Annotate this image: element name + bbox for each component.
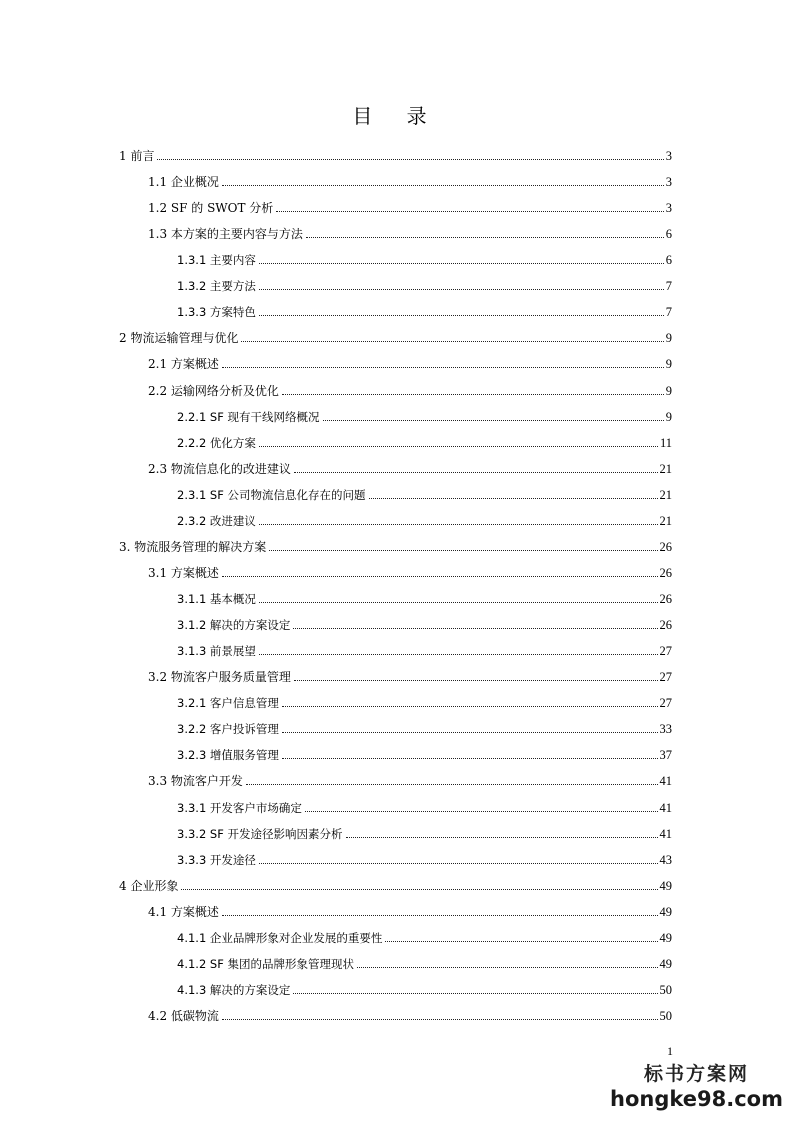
toc-dot-leader bbox=[259, 446, 658, 447]
toc-entry-label: 1.3 本方案的主要内容与方法 bbox=[148, 227, 303, 241]
toc-entry[interactable] bbox=[148, 453, 672, 477]
toc-entry-label: 1.3.2 主要方法 bbox=[177, 279, 256, 293]
page-title: 目 录 bbox=[352, 104, 441, 128]
toc-dot-leader bbox=[241, 341, 663, 342]
toc-entry-label: 1.3.1 主要内容 bbox=[177, 253, 256, 267]
toc-entry[interactable] bbox=[177, 401, 672, 425]
toc-dot-leader bbox=[293, 993, 657, 994]
toc-dot-leader bbox=[282, 394, 664, 395]
toc-entry-page: 41 bbox=[659, 801, 672, 815]
toc-dot-leader bbox=[294, 472, 658, 473]
toc-entry-page: 26 bbox=[659, 618, 672, 632]
toc-entry[interactable] bbox=[177, 583, 672, 607]
watermark-site-name: 标书方案网 bbox=[643, 1063, 749, 1085]
toc-dot-leader bbox=[259, 263, 664, 264]
toc-dot-leader bbox=[259, 315, 664, 316]
toc-entry[interactable] bbox=[177, 922, 672, 946]
toc-entry-page: 9 bbox=[665, 384, 672, 398]
toc-entry-label: 3.1 方案概述 bbox=[148, 566, 219, 580]
toc-entry-label: 3.3.2 SF 开发途径影响因素分析 bbox=[177, 827, 343, 841]
toc-entry-page: 41 bbox=[659, 774, 672, 788]
toc-entry[interactable] bbox=[177, 792, 672, 816]
toc-entry-label: 2.3.2 改进建议 bbox=[177, 514, 256, 528]
toc-dot-leader bbox=[259, 289, 664, 290]
toc-dot-leader bbox=[282, 706, 658, 707]
toc-entry-label: 1 前言 bbox=[119, 149, 155, 163]
toc-dot-leader bbox=[323, 420, 664, 421]
toc-dot-leader bbox=[369, 498, 658, 499]
toc-entry-page: 9 bbox=[665, 357, 672, 371]
toc-entry[interactable] bbox=[148, 661, 672, 685]
toc-entry-page: 37 bbox=[659, 748, 672, 762]
page-number: 1 bbox=[667, 1044, 673, 1058]
toc-dot-leader bbox=[222, 576, 658, 577]
toc-entry-page: 7 bbox=[665, 279, 672, 293]
toc-dot-leader bbox=[269, 550, 657, 551]
toc-entry-page: 27 bbox=[659, 644, 672, 658]
toc-entry-label: 4.1 方案概述 bbox=[148, 905, 219, 919]
toc-entry[interactable] bbox=[148, 166, 672, 190]
toc-entry-page: 3 bbox=[665, 175, 672, 189]
toc-entry-page: 50 bbox=[659, 983, 672, 997]
toc-entry-page: 9 bbox=[665, 331, 672, 345]
toc-entry-label: 4.2 低碳物流 bbox=[148, 1009, 219, 1023]
toc-entry-label: 4 企业形象 bbox=[119, 879, 179, 893]
toc-entry[interactable] bbox=[148, 1000, 672, 1024]
toc-entry-page: 41 bbox=[659, 827, 672, 841]
toc-dot-leader bbox=[259, 524, 658, 525]
toc-entry[interactable] bbox=[119, 531, 672, 555]
toc-entry[interactable] bbox=[177, 844, 672, 868]
toc-entry-page: 43 bbox=[659, 853, 672, 867]
toc-entry-page: 9 bbox=[665, 410, 672, 424]
toc-dot-leader bbox=[294, 680, 658, 681]
watermark-url: hongke98.com bbox=[610, 1087, 783, 1111]
toc-entry-label: 3.1.3 前景展望 bbox=[177, 644, 256, 658]
toc-entry-page: 49 bbox=[659, 905, 672, 919]
toc-entry-page: 27 bbox=[659, 670, 672, 684]
toc-entry[interactable] bbox=[119, 322, 672, 346]
toc-entry-label: 3.3.3 开发途径 bbox=[177, 853, 256, 867]
toc-entry-label: 4.1.3 解决的方案设定 bbox=[177, 983, 291, 997]
toc-entry[interactable] bbox=[119, 140, 672, 164]
toc-entry-page: 33 bbox=[659, 722, 672, 736]
toc-entry-label: 2 物流运输管理与优化 bbox=[119, 331, 239, 345]
toc-dot-leader bbox=[305, 811, 658, 812]
toc-entry-label: 2.2.1 SF 现有干线网络概况 bbox=[177, 410, 320, 424]
toc-entry-label: 2.2.2 优化方案 bbox=[177, 436, 256, 450]
toc-dot-leader bbox=[222, 1019, 658, 1020]
toc-entry-label: 2.3.1 SF 公司物流信息化存在的问题 bbox=[177, 488, 366, 502]
toc-entry-label: 3. 物流服务管理的解决方案 bbox=[119, 540, 267, 554]
toc-entry-label: 3.2 物流客户服务质量管理 bbox=[148, 670, 291, 684]
toc-dot-leader bbox=[222, 367, 664, 368]
toc-entry-page: 3 bbox=[665, 149, 672, 163]
toc-entry[interactable] bbox=[148, 896, 672, 920]
toc-entry-label: 3.1.2 解决的方案设定 bbox=[177, 618, 291, 632]
toc-dot-leader bbox=[259, 863, 658, 864]
toc-entry-label: 3.3 物流客户开发 bbox=[148, 774, 243, 788]
toc-entry[interactable] bbox=[177, 609, 672, 633]
toc-entry-page: 11 bbox=[659, 436, 672, 450]
toc-dot-leader bbox=[293, 628, 657, 629]
site-watermark bbox=[600, 1062, 793, 1112]
toc-entry-label: 2.3 物流信息化的改进建议 bbox=[148, 462, 291, 476]
toc-entry-page: 50 bbox=[659, 1009, 672, 1023]
toc-entry-label: 4.1.1 企业品牌形象对企业发展的重要性 bbox=[177, 931, 383, 945]
toc-entry[interactable] bbox=[177, 505, 672, 529]
toc-dot-leader bbox=[157, 159, 663, 160]
toc-entry-label: 3.3.1 开发客户市场确定 bbox=[177, 801, 302, 815]
toc-dot-leader bbox=[222, 915, 658, 916]
toc-dot-leader bbox=[259, 602, 658, 603]
toc-entry-label: 1.2 SF 的 SWOT 分析 bbox=[148, 201, 274, 215]
toc-entry[interactable] bbox=[148, 765, 672, 789]
toc-dot-leader bbox=[282, 732, 658, 733]
toc-dot-leader bbox=[222, 185, 664, 186]
toc-entry[interactable] bbox=[177, 739, 672, 763]
toc-entry[interactable] bbox=[177, 244, 672, 268]
toc-entry-page: 6 bbox=[665, 253, 672, 267]
toc-entry[interactable] bbox=[177, 948, 672, 972]
toc-entry-page: 49 bbox=[659, 931, 672, 945]
toc-dot-leader bbox=[306, 237, 664, 238]
toc-entry-label: 2.2 运输网络分析及优化 bbox=[148, 384, 279, 398]
toc-entry-page: 21 bbox=[659, 514, 672, 528]
toc-entry-label: 1.3.3 方案特色 bbox=[177, 305, 256, 319]
toc-entry[interactable] bbox=[177, 479, 672, 503]
toc-entry-page: 26 bbox=[659, 540, 672, 554]
toc-entry-page: 21 bbox=[659, 488, 672, 502]
toc-entry-label: 4.1.2 SF 集团的品牌形象管理现状 bbox=[177, 957, 354, 971]
toc-entry[interactable] bbox=[177, 427, 672, 451]
toc-dot-leader bbox=[181, 889, 657, 890]
toc-entry[interactable] bbox=[148, 218, 672, 242]
toc-dot-leader bbox=[282, 758, 658, 759]
toc-entry-page: 7 bbox=[665, 305, 672, 319]
toc-dot-leader bbox=[357, 967, 658, 968]
toc-dot-leader bbox=[276, 211, 663, 212]
toc-dot-leader bbox=[385, 941, 657, 942]
toc-entry-page: 6 bbox=[665, 227, 672, 241]
toc-entry-page: 21 bbox=[659, 462, 672, 476]
toc-entry-label: 3.2.2 客户投诉管理 bbox=[177, 722, 279, 736]
toc-dot-leader bbox=[259, 654, 658, 655]
toc-dot-leader bbox=[346, 837, 658, 838]
toc-entry[interactable] bbox=[148, 557, 672, 581]
toc-entry[interactable] bbox=[177, 635, 672, 659]
toc-entry-page: 49 bbox=[659, 879, 672, 893]
toc-entry-label: 3.2.3 增值服务管理 bbox=[177, 748, 279, 762]
toc-entry-page: 3 bbox=[665, 201, 672, 215]
toc-entry[interactable] bbox=[177, 713, 672, 737]
toc-dot-leader bbox=[246, 784, 658, 785]
toc-entry[interactable] bbox=[177, 818, 672, 842]
toc-entry[interactable] bbox=[177, 974, 672, 998]
toc-entry-page: 26 bbox=[659, 592, 672, 606]
toc-entry[interactable] bbox=[177, 687, 672, 711]
toc-entry-label: 3.1.1 基本概况 bbox=[177, 592, 256, 606]
toc-entry[interactable] bbox=[148, 375, 672, 399]
toc-entry-label: 1.1 企业概况 bbox=[148, 175, 219, 189]
toc-entry-page: 49 bbox=[659, 957, 672, 971]
toc-entry-page: 27 bbox=[659, 696, 672, 710]
toc-entry[interactable] bbox=[177, 296, 672, 320]
toc-entry-page: 26 bbox=[659, 566, 672, 580]
toc-entry[interactable] bbox=[148, 348, 672, 372]
toc-entry-label: 2.1 方案概述 bbox=[148, 357, 219, 371]
toc-entry-label: 3.2.1 客户信息管理 bbox=[177, 696, 279, 710]
toc-entry[interactable] bbox=[148, 192, 672, 216]
toc-entry[interactable] bbox=[177, 270, 672, 294]
toc-entry[interactable] bbox=[119, 870, 672, 894]
